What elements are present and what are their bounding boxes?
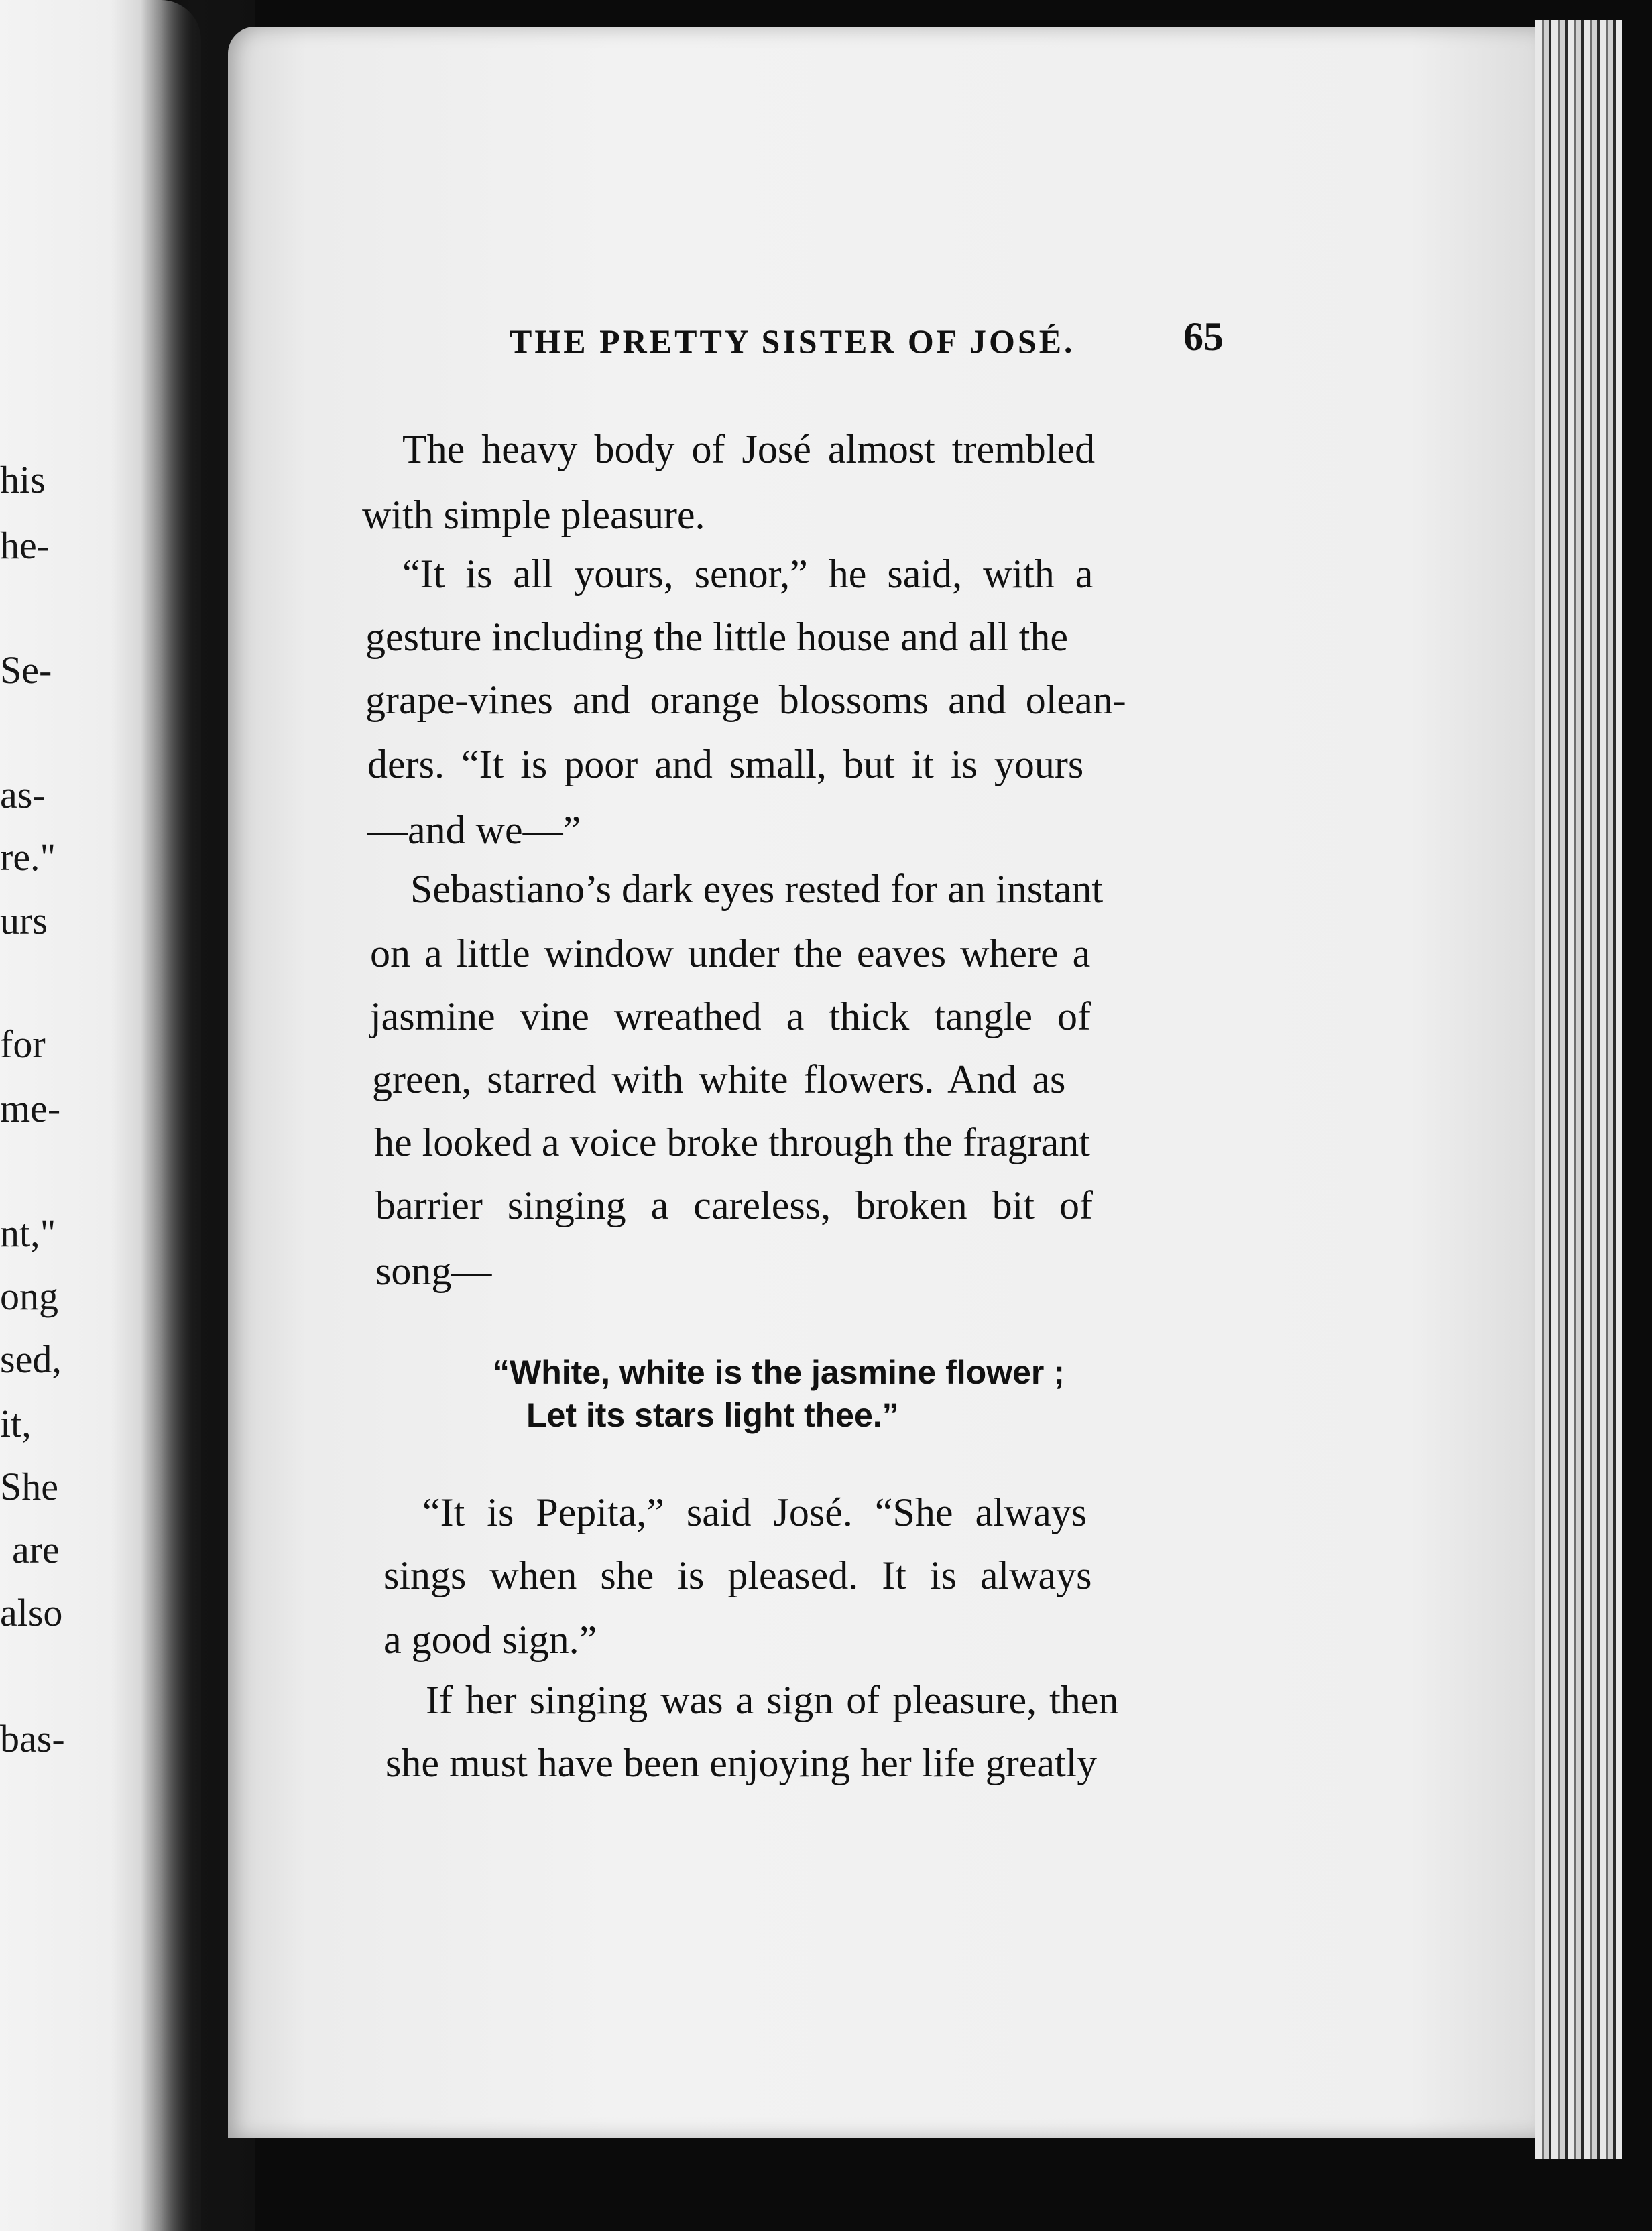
text-line: The heavy body of José almost trembled [402, 427, 1096, 471]
text-line: green, starred with white flowers. And as [372, 1057, 1066, 1101]
previous-page-fragment: me- [0, 1087, 61, 1130]
text-line: “It is Pepita,” said José. “She always [422, 1490, 1087, 1534]
text-line: “It is all yours, senor,” he said, with a [402, 552, 1094, 596]
previous-page-fragment: it, [0, 1402, 32, 1445]
verse-line: Let its stars light thee.” [526, 1396, 899, 1434]
text-line: grape-vines and orange blossoms and olean- [365, 678, 1126, 722]
previous-page-fragment: bas- [0, 1717, 65, 1760]
text-line: song— [375, 1249, 492, 1293]
previous-page-fragment: are [12, 1528, 60, 1571]
previous-page-fragment: ong [0, 1274, 58, 1318]
page-edge-stack [1535, 20, 1622, 2159]
previous-page-fragment: he- [0, 524, 50, 567]
verse-line: “White, white is the jasmine flower ; [493, 1353, 1065, 1391]
text-line: barrier singing a careless, broken bit of [375, 1183, 1093, 1227]
text-line: If her singing was a sign of pleasure, then [426, 1678, 1119, 1722]
previous-page-fragment: also [0, 1591, 63, 1634]
text-line: she must have been enjoying her life greatly [386, 1741, 1098, 1785]
previous-page-fragment: Se- [0, 648, 52, 692]
text-line: ders. “It is poor and small, but it is yours [367, 742, 1084, 786]
text-line: gesture including the little house and all the [365, 615, 1069, 659]
previous-page-fragment: re." [0, 835, 56, 879]
page-number: 65 [1183, 314, 1224, 359]
previous-page-fragment: his [0, 458, 46, 501]
text-line: with simple pleasure. [362, 493, 705, 537]
previous-page-fragment: for [0, 1022, 46, 1066]
previous-page-fragment: She [0, 1465, 58, 1508]
running-head: THE PRETTY SISTER OF JOSÉ. [510, 322, 1075, 360]
previous-page-fragment: as- [0, 773, 46, 817]
previous-page-fragment: sed, [0, 1337, 62, 1381]
text-line: sings when she is pleased. It is always [384, 1553, 1092, 1597]
text-line: —and we—” [367, 808, 581, 852]
text-line: jasmine vine wreathed a thick tangle of [370, 994, 1091, 1038]
previous-page-fragment: urs [0, 899, 48, 943]
previous-page-fragment: nt," [0, 1211, 56, 1255]
text-line: he looked a voice broke through the fragrant [374, 1120, 1090, 1164]
text-line: on a little window under the eaves where a [370, 931, 1091, 975]
text-line: a good sign.” [384, 1618, 597, 1662]
text-line: Sebastiano’s dark eyes rested for an instant [410, 867, 1104, 911]
